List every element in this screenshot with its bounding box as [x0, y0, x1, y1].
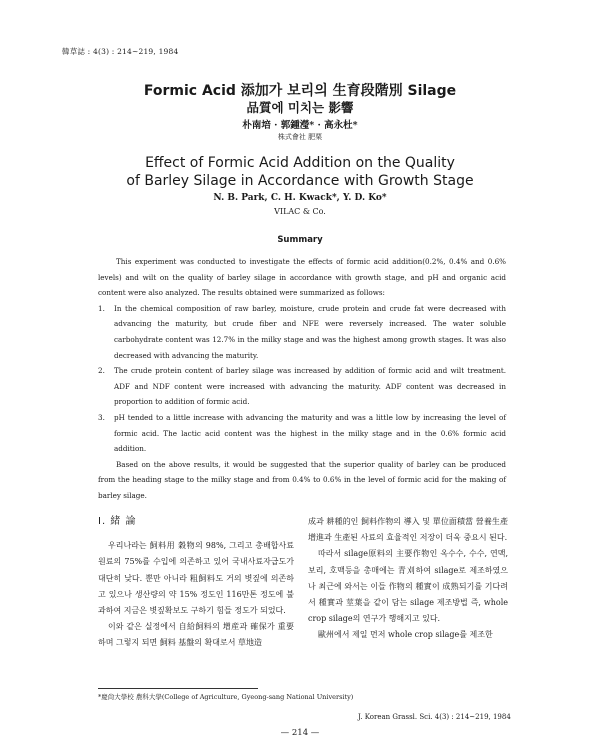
body-right-column	[308, 514, 508, 644]
summary-body	[98, 254, 506, 504]
body-paragraph: 우리나라는 飼料用 穀物의 98%, 그리고 총배합사료 원료의 75%를 수입에 의존하고 있어 국내사료자급도가 대단히 낮다. 뿐만 아니라 粗飼料도 거의 볏짚에 의존하고 있으나 생산량의 약 15% 정도인 116만톤 정도에 불과하여 지금은 볏짚확보도 구하기 힘들 정도가 되었다.	[98, 541, 294, 616]
body-paragraph: 歐州에서 제일 먼저 whole crop silage를 제조한	[318, 630, 493, 640]
summary-item-number: 1.	[98, 303, 105, 313]
journal-reference-footer: J. Korean Grassl. Sci. 4(3) : 214~219, 1984	[358, 713, 511, 721]
summary-item	[98, 363, 506, 410]
footnote-divider	[98, 688, 258, 689]
english-affiliation: VILAC & Co.	[274, 207, 326, 216]
english-authors: N. B. Park, C. H. Kwack*, Y. D. Ko*	[213, 193, 387, 203]
korean-authors: 朴南培 · 郭鍾瀅* · 高永杜*	[242, 120, 358, 131]
english-title-line-1: Effect of Formic Acid Addition on the Quality	[145, 155, 455, 171]
korean-title-line-1: Formic Acid 添加가 보리의 生育段階別 Silage	[143, 83, 457, 99]
body-paragraph: 따라서 silage原料의 主要作物인 옥수수, 수수, 연맥, 보리, 호맥등을 총매에는 青刈하여 silage로 제조하였으나 최근에 와서는 이들 作物의 種實이 成熟되기를 기다려서 種實과 莖葉을 같이 담는 silage 제조방법 즉, whole crop silage의 연구가 행해지고 있다.	[308, 549, 508, 624]
summary-closing: Based on the above results, it would be suggested that the superior quality of barley can be produced from the heading stage to the milky stage and from 0.4% to 0.6% in the level of formic acid for the making of barley silage.	[98, 459, 506, 500]
summary-item-number: 3.	[98, 412, 105, 422]
body-paragraph: 이와 같은 실정에서 自給飼料의 增産과 確保가 重要하며 그렇지 되면 飼料 基盤의 확대로서 草地造	[98, 622, 294, 648]
summary-item-text: In the chemical composition of raw barley, moisture, crude protein and crude fat were decreased with advancing the maturity, but crude fiber and NFE were reversely increased. The water soluble carbohydrate content was 12.7% in the milky stage and was the highest among growth stages. It was also decreased with advancing the maturity.	[114, 303, 506, 360]
footnote: *慶尙大學校 農科大學(College of Agriculture, Gyeong-sang National University)	[98, 693, 354, 701]
body-paragraph: 成과 耕種的인 飼料作物의 導入 및 單位面積當 營養生產 增進과 生產된 사료의 효율적인 저장이 더욱 중요시 된다.	[308, 517, 508, 543]
section-heading-introduction: I. 緒 論	[98, 516, 137, 527]
korean-affiliation: 株式會社 肥栗	[277, 133, 323, 141]
summary-item-text: The crude protein content of barley silage was increased by addition of formic acid and wilt treatment. ADF and NDF content were increased with advancing the maturity. ADF content was decreased in proportion to addition of formic acid.	[114, 366, 506, 407]
body-left-column	[98, 514, 294, 652]
summary-item	[98, 301, 506, 363]
korean-title-line-2: 品質에 미치는 影響	[246, 100, 354, 115]
summary-heading: Summary	[277, 235, 323, 245]
summary-item-number: 2.	[98, 366, 105, 376]
summary-intro: This experiment was conducted to investigate the effects of formic acid addition(0.2%, 0.4% and 0.6% levels) and wilt on the quality of barley silage in accordance with growth stage, and pH and organic acid content were also analyzed. The results obtained were summarized as follows:	[98, 257, 506, 298]
summary-item	[98, 410, 506, 457]
summary-item-text: pH tended to a little increase with advancing the maturity and was a little low by increasing the level of formic acid. The lactic acid content was the highest in the milky stage and in the 0.6% formic acid addition.	[114, 412, 506, 454]
english-title-line-2: of Barley Silage in Accordance with Growth Stage	[126, 173, 474, 189]
journal-reference-header: 韓草誌 : 4(3) : 214~219, 1984	[62, 47, 179, 56]
page-number: — 214 —	[280, 728, 320, 738]
